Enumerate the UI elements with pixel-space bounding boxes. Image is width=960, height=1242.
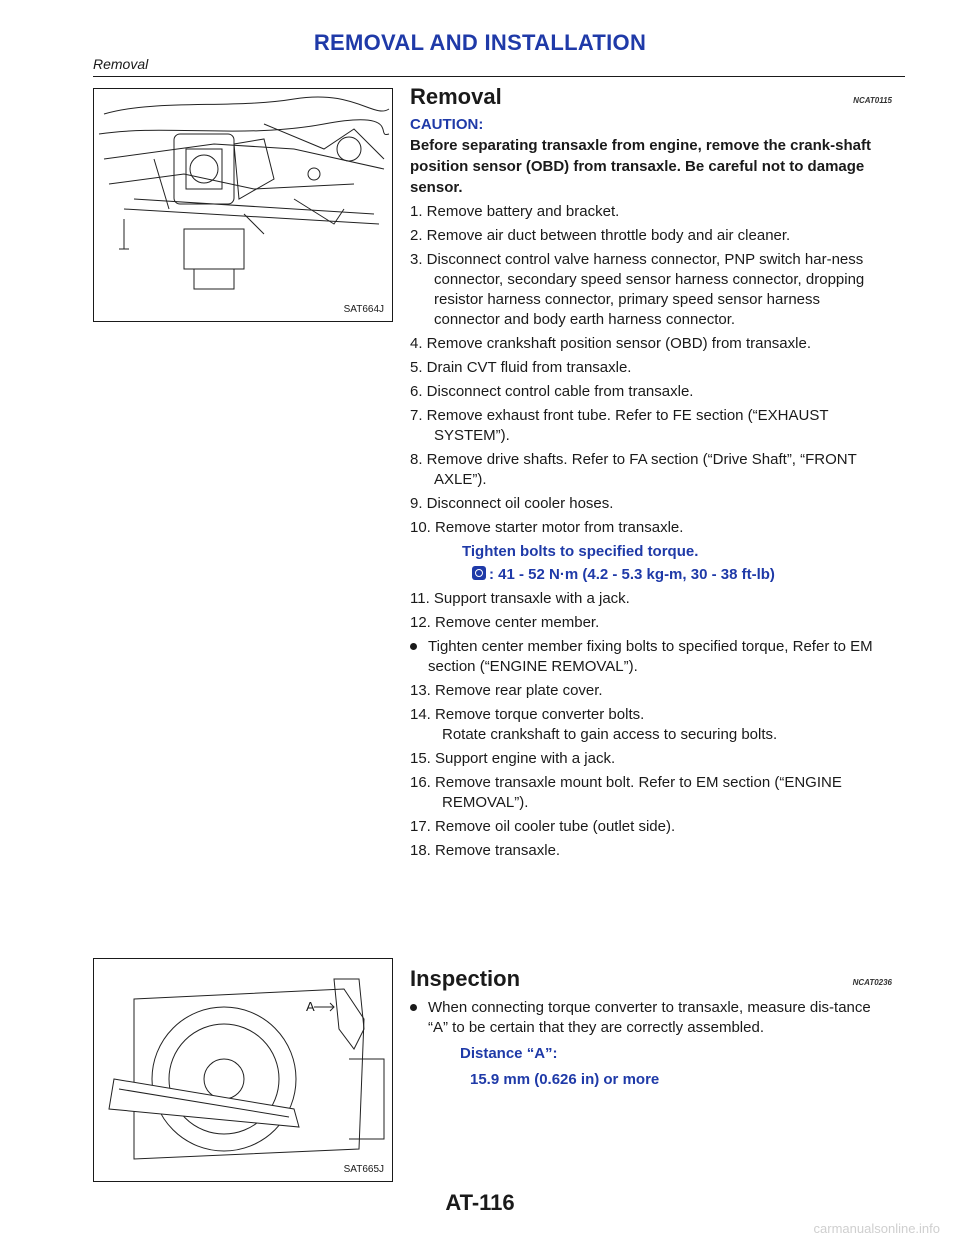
step-10: 10. Remove starter motor from transaxle. — [410, 519, 684, 536]
figure-id: SAT665J — [343, 1164, 384, 1175]
transaxle-removal-illustration — [94, 89, 392, 321]
step-13: 13. Remove rear plate cover. — [410, 682, 603, 699]
bullet-item — [410, 637, 890, 677]
step-14-note: Rotate crankshaft to gain access to securing bolts. — [442, 726, 778, 743]
step-2: 2. Remove air duct between throttle body and air cleaner. — [410, 227, 791, 244]
removal-section — [410, 84, 890, 861]
header-divider — [93, 76, 905, 77]
caution-label: CAUTION: — [410, 116, 484, 133]
step-15: 15. Support engine with a jack. — [410, 750, 616, 767]
bullet-item — [410, 998, 890, 1038]
step-4: 4. Remove crankshaft position sensor (OBD) from transaxle. — [410, 335, 811, 352]
bullet-text: Tighten center member fixing bolts to specified torque, Refer to EM section (“ENGINE REMOVAL”). — [428, 638, 873, 675]
step-9: 9. Disconnect oil cooler hoses. — [410, 495, 614, 512]
step-1: 1. Remove battery and bracket. — [410, 203, 620, 220]
section-heading — [410, 84, 890, 112]
step-5: 5. Drain CVT fluid from transaxle. — [410, 359, 632, 376]
torque-wrench-icon — [472, 566, 486, 580]
removal-figure — [93, 88, 393, 322]
inspection-figure — [93, 958, 393, 1182]
torque-instruction: Tighten bolts to specified torque. — [462, 543, 699, 560]
step-8: 8. Remove drive shafts. Refer to FA section (“Drive Shaft”, “FRONT AXLE”). — [410, 451, 857, 488]
step-11: 11. Support transaxle with a jack. — [410, 590, 630, 607]
bullet-text: When connecting torque converter to transaxle, measure dis-tance “A” to be certain that they are correctly assembled. — [428, 999, 871, 1036]
section-code: NCAT0115 — [853, 96, 892, 105]
page-number: AT-116 — [445, 1190, 515, 1215]
removal-title: Removal — [410, 84, 502, 109]
step-3: 3. Disconnect control valve harness connector, PNP switch har-ness connector, secondary speed sensor harness connector, dropping resistor harness connector, primary speed sensor harness connector and body earth harness connector. — [410, 251, 865, 328]
page-subtitle: Removal — [93, 56, 149, 72]
step-7: 7. Remove exhaust front tube. Refer to FE section (“EXHAUST SYSTEM”). — [410, 407, 829, 444]
section-code: NCAT0236 — [852, 978, 892, 987]
section-heading — [410, 966, 890, 994]
caution-text: Before separating transaxle from engine, remove the crank-shaft position sensor (OBD) from transaxle. Be careful not to damage sensor. — [410, 137, 871, 196]
step-6: 6. Disconnect control cable from transaxle. — [410, 383, 694, 400]
dimension-label-a: A — [306, 999, 315, 1014]
watermark: carmanualsonline.info — [813, 1221, 940, 1236]
torque-converter-illustration — [94, 959, 392, 1181]
step-18: 18. Remove transaxle. — [410, 842, 561, 859]
figure-id: SAT664J — [343, 304, 384, 315]
step-12: 12. Remove center member. — [410, 614, 600, 631]
torque-spec — [410, 565, 890, 585]
step-17: 17. Remove oil cooler tube (outlet side). — [410, 818, 676, 835]
page-section-title: REMOVAL AND INSTALLATION — [313, 30, 647, 55]
torque-value: : 41 - 52 N·m (4.2 - 5.3 kg-m, 30 - 38 ft-lb) — [489, 566, 775, 583]
step-14: 14. Remove torque converter bolts. — [410, 706, 645, 723]
bullet-icon — [410, 1004, 417, 1011]
step-16: 16. Remove transaxle mount bolt. Refer to EM section (“ENGINE REMOVAL”). — [410, 774, 842, 811]
inspection-section — [410, 966, 890, 1090]
bullet-icon — [410, 643, 417, 650]
spec-value: 15.9 mm (0.626 in) or more — [470, 1071, 660, 1088]
spec-label: Distance “A”: — [460, 1045, 558, 1062]
inspection-title: Inspection — [410, 966, 521, 991]
